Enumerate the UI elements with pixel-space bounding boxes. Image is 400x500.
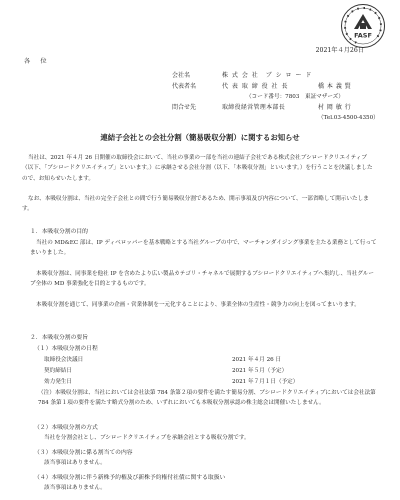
representative-title: 代 表 取 締 役 社 長: [222, 83, 289, 90]
addressee: 各 位: [24, 58, 49, 65]
schedule-note: （注）本吸収分割は、当社においては会社法第 784 条第２項の要件を満たす簡易分割、ブシロードクリエイティブにおいては会社法第 784 条第１項の要件を満たす略式分割のため、いずれにおいても本吸収分割承認の株主総会は開催いたしません。: [38, 390, 376, 407]
schedule-label: 取締役会決議日: [44, 357, 84, 363]
contact-name: 村 岡 敏 行: [318, 104, 352, 111]
section-2-heading: ２．本吸収分割の要旨: [30, 335, 88, 341]
section-1-paragraph-2: 本吸収分割は、同事業を他社 IP を含めたより広い製品カテゴリ・チャネルで展開するブシロードクリエイティブへ集約し、当社グループ全体の MD 事業強化を目的とするものです。: [30, 271, 374, 288]
representative-name: 橋 本 義 賢: [318, 83, 352, 90]
method-heading: （２）本吸収分割の方式: [34, 425, 98, 431]
allotment-heading: （３）本吸収分割に係る割当ての内容: [34, 450, 133, 456]
schedule-label: 効力発生日: [44, 379, 72, 385]
schedule-value: 2021 年４月 26 日: [232, 357, 282, 363]
document-title: 連結子会社との会社分割（簡易吸収分割）に関するお知らせ: [100, 133, 300, 142]
intro-paragraph-1: 当社は、2021 年４月 26 日開催の取締役会において、当社の事業の一部を当社の連結子会社である株式会社ブシロードクリエイティブ（以下、「ブシロードクリエイティブ」といいます。）に承継させる会社分割（以下、「本吸収分割」といいます。）を行うことを決議しましたので、お知らせいたします。: [22, 155, 373, 182]
rights-text: 該当事項はありません。: [44, 485, 106, 491]
schedule-heading: （１）本吸収分割の日程: [34, 346, 98, 352]
stock-code: （コード番号：7803 東証マザーズ）: [246, 94, 344, 100]
section-1-paragraph-1: 当社の MD&EC 部は、IP ディベロッパーを基本戦略とする当社グループの中で、マーチャンダイジング事業を主たる業務として行ってまいりました。: [30, 240, 377, 257]
schedule-value: 2021 年７月１日（予定）: [232, 379, 299, 385]
method-text: 当社を分割会社とし、ブシロードクリエイティブを承継会社とする吸収分割です。: [44, 435, 250, 441]
representative-label: 代表者名: [172, 83, 197, 90]
fasf-seal-icon: [340, 3, 386, 49]
rights-heading: （４）本吸収分割に伴う新株予約権及び新株予約権付社債に関する取扱い: [34, 475, 226, 481]
allotment-text: 該当事項はありません。: [44, 460, 106, 466]
intro-paragraph-2: なお、本吸収分割は、当社の完全子会社との間で行う簡易吸収分割であるため、開示事項及び内容について、一部省略して開示いたします。: [22, 196, 369, 213]
section-1-heading: １．本吸収分割の目的: [30, 229, 88, 235]
contact-label: 問合せ先: [172, 104, 197, 111]
company-label: 会社名: [172, 72, 191, 79]
company-name: 株 式 会 社 ブ シ ロ ー ド: [222, 72, 313, 79]
seal-text: FASF: [354, 31, 372, 40]
schedule-label: 契約締結日: [44, 368, 72, 374]
contact-title: 取締役経営管理本部長: [222, 104, 286, 111]
contact-tel: （Tel.03-4500-4350）: [318, 115, 379, 121]
section-1-paragraph-3: 本吸収分割を通じて、同事業の企画・営業体制を一元化することにより、事業全体の生産性・競争力の向上を図ってまいります。: [36, 302, 360, 308]
document-date: 2021年４月26日: [315, 47, 364, 54]
schedule-value: 2021 年５月（予定）: [232, 368, 288, 374]
